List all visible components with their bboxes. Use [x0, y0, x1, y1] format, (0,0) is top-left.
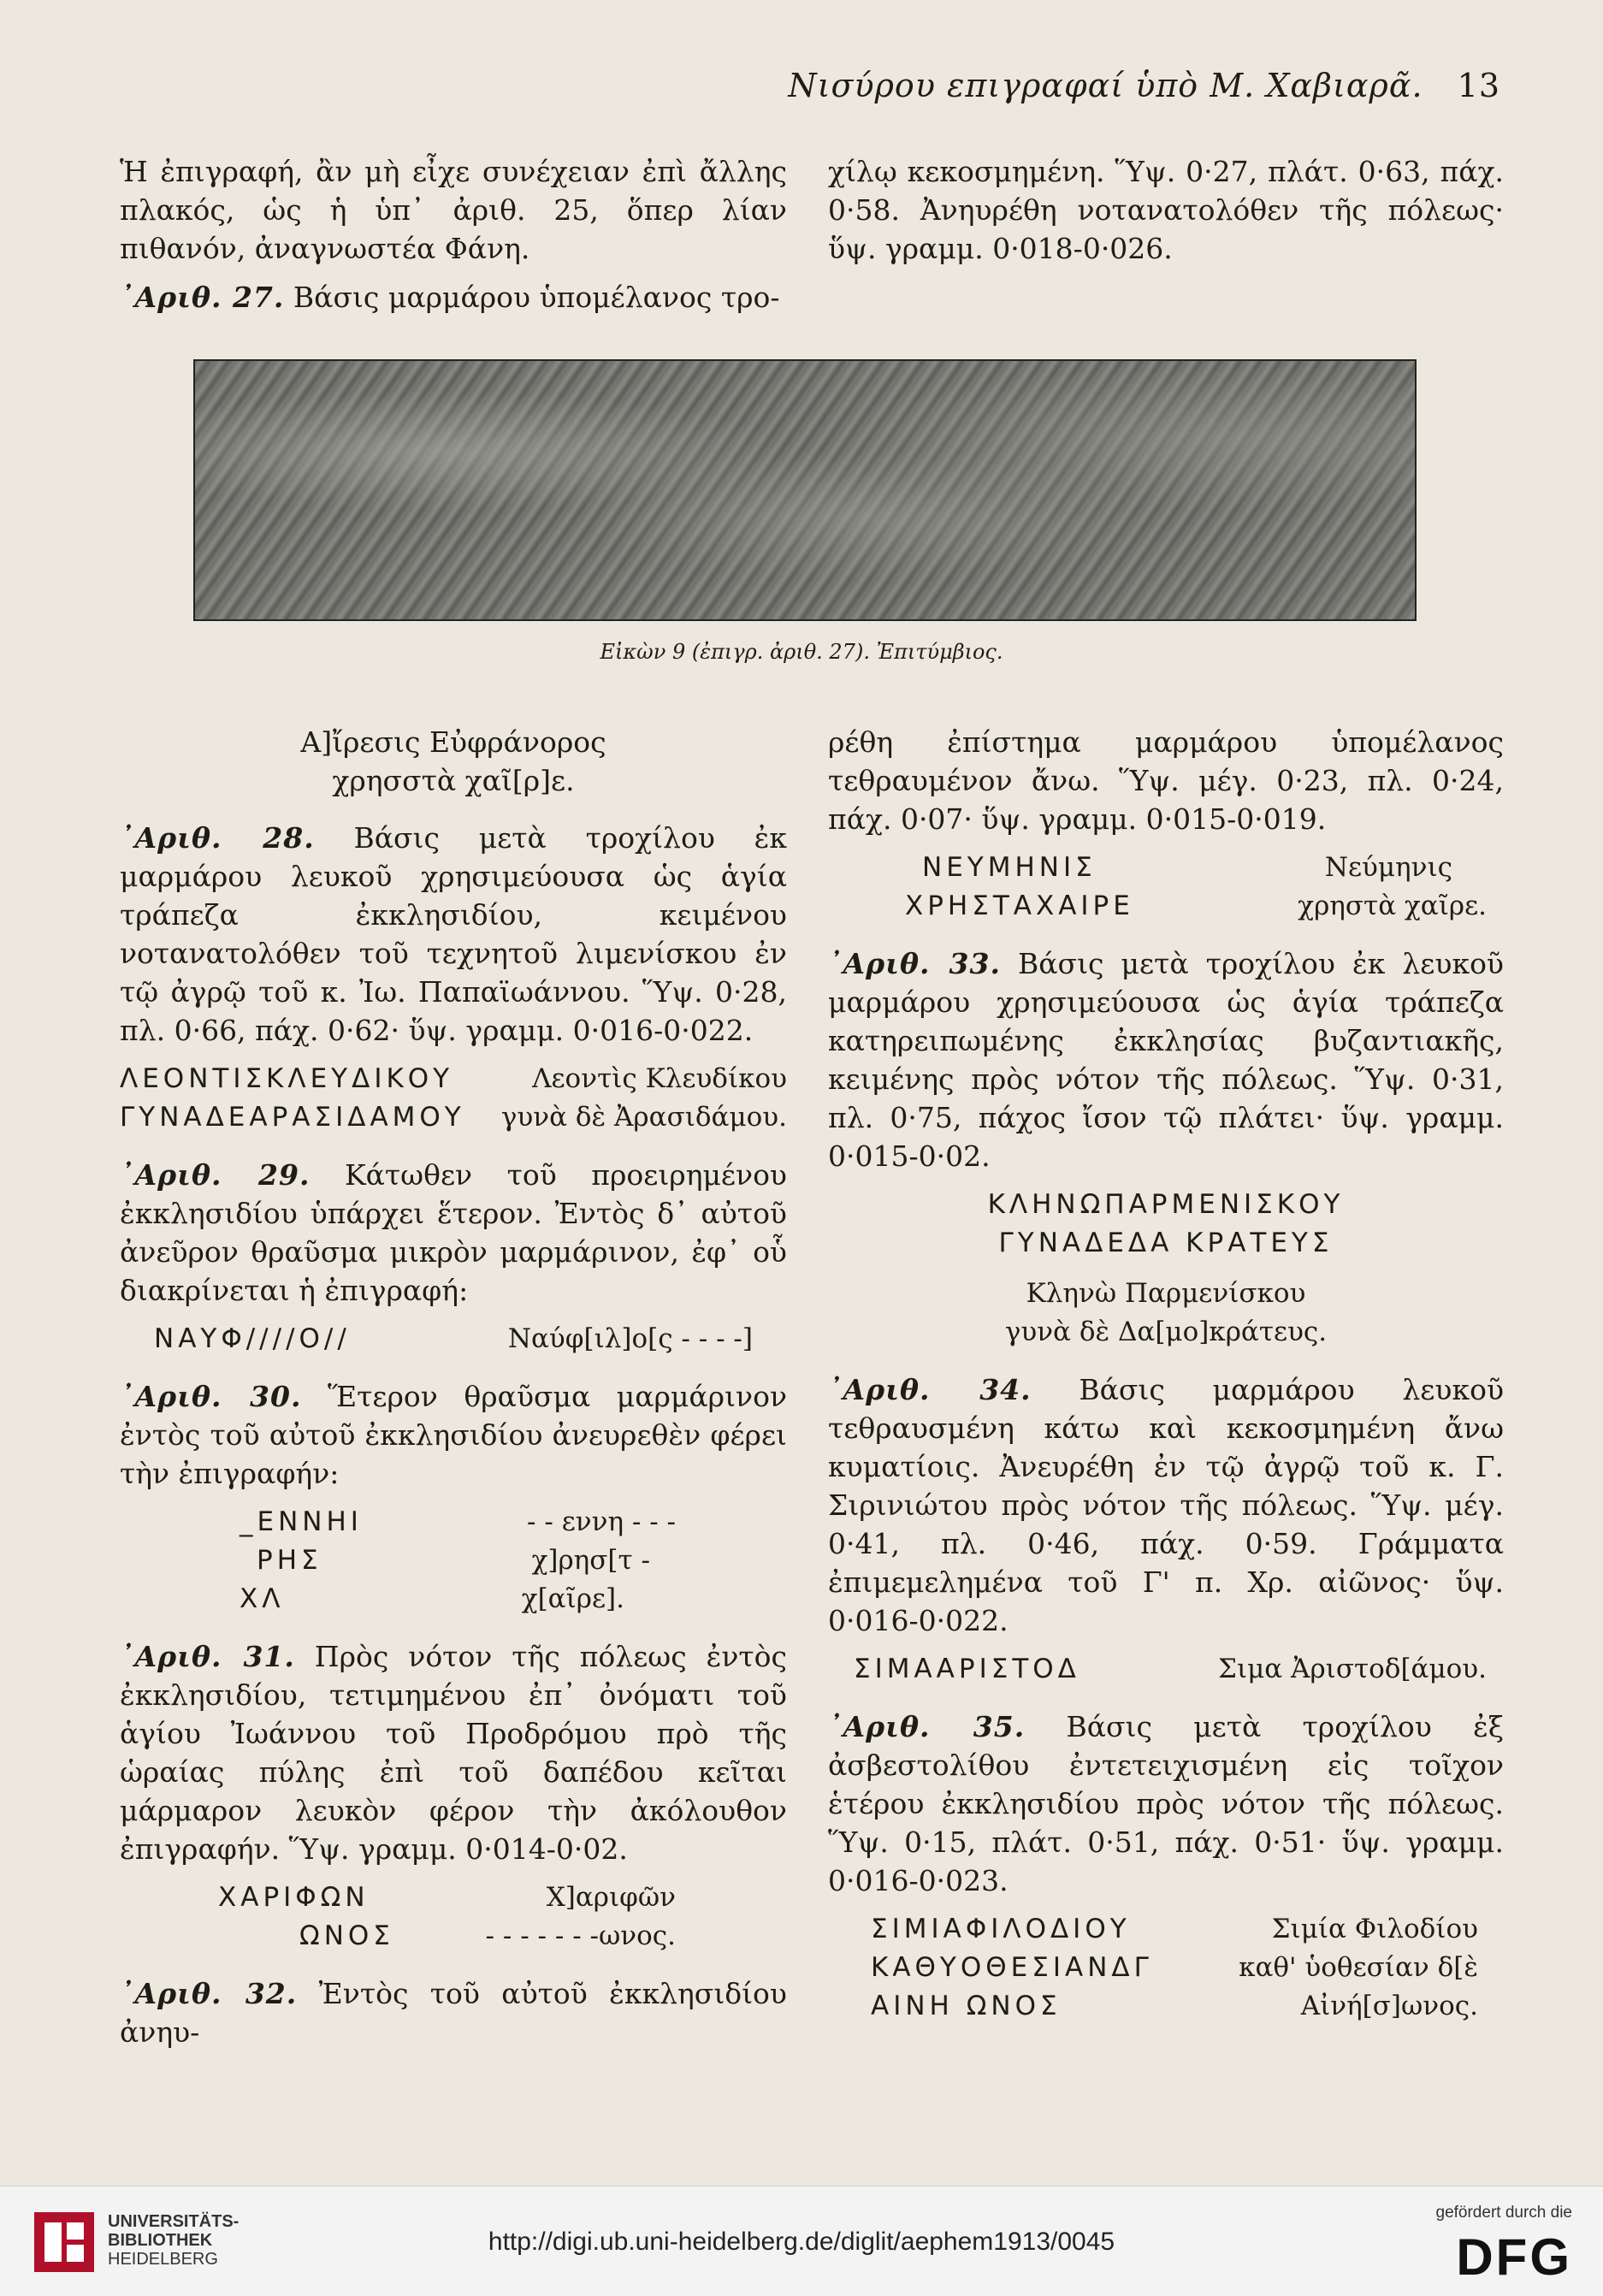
left-column [120, 723, 787, 2062]
greek-text: ΣΙΜΑΑΡΙΣΤΟΔ [854, 1654, 1080, 1684]
running-header [788, 67, 1500, 104]
greek-text: ΚΛΗΝΩΠΑΡΜΕΝΙΣΚΟΥ [987, 1189, 1345, 1220]
right-top-block [828, 152, 1504, 278]
header-title: Νισύρου επιγραφαί ὑπὸ Μ. Χαβιαρᾶ. [788, 67, 1423, 104]
transliteration: - - - - - - -ωνος. [485, 1920, 676, 1951]
greek-text: ΓΥΝΑΔΕΔΑ ΚΡΑΤΕΥΣ [998, 1228, 1334, 1258]
transliteration: Αἰνή[σ]ωνος. [1300, 1991, 1478, 2021]
transliteration: γυνὰ δὲ Δα[μο]κράτευς. [1004, 1317, 1328, 1347]
entry-number: ᾿Αριθ. 29. [120, 1158, 311, 1192]
inscription-line [257, 1542, 650, 1580]
entry-number: ᾿Αριθ. 27. [120, 281, 285, 314]
inscription-line [120, 1098, 787, 1137]
paragraph-31 [120, 1637, 787, 1868]
paragraph-32 [120, 1974, 787, 2051]
greek-text: ΧΛ [240, 1583, 285, 1614]
greek-text: ΧΑΡΙΦΩΝ [218, 1882, 370, 1913]
inscription-line [120, 1060, 787, 1098]
paragraph-text: Ἐντὸς τοῦ αὐτοῦ ἐκκλησιδίου ἀνηυ- [120, 1977, 787, 2049]
transcription-line: χρησστὰ χαῖ[ρ]ε. [332, 764, 575, 797]
entry-number: ᾿Αριθ. 30. [120, 1380, 302, 1413]
inscription-line [218, 1879, 676, 1917]
inscription-photo [193, 359, 1417, 621]
entry-number: ᾿Αριθ. 32. [120, 1977, 298, 2010]
paragraph-28 [120, 819, 787, 1050]
transliteration: Κληνὼ Παρμενίσκου [1026, 1278, 1306, 1309]
greek-text: ΛΕΟΝΤΙΣΚΛΕΥΔΙΚΟΥ [120, 1063, 454, 1094]
page-url[interactable]: http://digi.ub.uni-heidelberg.de/diglit/aephem1913/0045 [488, 2228, 1115, 2256]
left-top-block [120, 152, 787, 327]
inscription-line [240, 1503, 676, 1542]
entry-number: ᾿Αριθ. 35. [828, 1710, 1026, 1743]
right-column [828, 723, 1504, 2026]
transliteration: Ναύφ[ιλ]ο[ς - - - -] [507, 1323, 753, 1354]
transliteration: γυνὰ δὲ Ἀρασιδάμου. [500, 1102, 787, 1133]
transliteration: Σιμία Φιλοδίου [1271, 1914, 1478, 1944]
greek-text: ΝΑΥΦ////Ο// [154, 1323, 351, 1354]
page-number: 13 [1457, 67, 1500, 104]
library-name-line: BIBLIOTHEK [108, 2231, 213, 2250]
transliteration: χ[αῖρε]. [521, 1583, 624, 1614]
greek-text: ΝΕΥΜΗΝΙΣ [922, 852, 1097, 883]
paragraph-text: Κάτωθεν τοῦ προειρημένου ἐκκλησιδίου ὑπάρχει ἕτερον. Ἐντὸς δ᾽ αὐτοῦ ἀνεῦρον θραῦσμα μικρὸν μαρμάρινον, ἐφ᾽ οὗ διακρίνεται ἡ ἐπιγραφή: [120, 1158, 787, 1307]
entry-number: ᾿Αριθ. 31. [120, 1640, 295, 1673]
inscription-line [854, 1650, 1487, 1689]
greek-text: ΧΡΗΣΤΑΧΑΙΡΕ [905, 891, 1134, 921]
transliteration: χ]ρησ[τ - [531, 1545, 650, 1576]
paragraph-35 [828, 1707, 1504, 1900]
transliteration: Νεύμηνις [1324, 852, 1452, 883]
transliteration: καθ' ὑοθεσίαν δ[ὲ [1239, 1952, 1478, 1983]
greek-text: ΑΙΝΗ ΩΝΟΣ [871, 1991, 1062, 2021]
transliteration: Χ]αριφῶν [546, 1882, 676, 1913]
paragraph-32-cont: ρέθη ἐπίστημα μαρμάρου ὑπομέλανος τεθραυμένον ἄνω. Ὕψ. μέγ. 0·23, πλ. 0·24, πάχ. 0·07· ὕψ. γραμμ. 0·015-0·019. [828, 725, 1504, 836]
transcription-line: Α]ἴρεσις Εὐφράνορος [300, 725, 606, 759]
greek-text: ΓΥΝΑΔΕΑΡΑΣΙΔΑΜΟΥ [120, 1102, 465, 1133]
entry-number: ᾿Αριθ. 28. [120, 821, 315, 855]
paragraph-text: Ἕτερον θραῦσμα μαρμάρινον ἐντὸς τοῦ αὐτοῦ ἐκκλησιδίου ἀνευρεθὲν φέρει τὴν ἐπιγραφήν: [120, 1380, 788, 1490]
inscription-line [240, 1580, 624, 1618]
inscription-line [299, 1917, 676, 1956]
paragraph-text: Βάσις μετὰ τροχίλου ἐκ μαρμάρου λευκοῦ χρησιμεύουσα ὡς ἁγία τράπεζα ἐκκλησιδίου, κειμένου νοτανατολόθεν τοῦ τεχνητοῦ λιμενίσκου ἐν τῷ ἀγρῷ τοῦ κ. Ἰω. Παπαϊωάννου. Ὕψ. 0·28, πλ. 0·66, πάχ. 0·62· ὕψ. γραμμ. 0·016-0·022. [120, 821, 787, 1047]
paragraph-27 [120, 278, 787, 317]
transliteration: χρηστὰ χαῖρε. [1298, 891, 1487, 921]
greek-text: ΣΙΜΙΑΦΙΛΟΔΙΟΥ [871, 1914, 1131, 1944]
figure-caption: Εἰκὼν 9 (ἐπιγρ. ἀριθ. 27). Ἐπιτύμβιος. [600, 640, 1003, 664]
transliteration: Σιμα Ἀριστοδ[άμου. [1218, 1654, 1487, 1684]
paragraph-27-cont: χίλῳ κεκοσμημένη. Ὕψ. 0·27, πλάτ. 0·63, πάχ. 0·58. Ἀνηυρέθη νοτανατολόθεν τῆς πόλεως· ὕψ. γραμμ. 0·018-0·026. [828, 155, 1504, 265]
paragraph-29 [120, 1156, 787, 1310]
viewer-footer [0, 2186, 1603, 2296]
greek-text: _ΕΝΝΗΙ [240, 1506, 363, 1537]
paragraph-text: Πρὸς νότον τῆς πόλεως ἐντὸς ἐκκλησιδίου, τετιμημένου ἐπ᾽ ὀνόματι τοῦ ἁγίου Ἰωάννου τοῦ Προδρόμου πρὸ τῆς ὡραίας πύλης ἐπὶ τοῦ δαπέδου κεῖται μάρμαρον λευκὸν φέρον τὴν ἀκόλουθον ἐπιγραφήν. Ὕψ. γραμμ. 0·014-0·02. [120, 1640, 787, 1866]
transliteration: Λεοντὶς Κλευδίκου [532, 1063, 787, 1094]
library-name-line: UNIVERSITÄTS- [108, 2212, 240, 2231]
inscription-line [871, 1949, 1478, 1987]
paragraph-text: Βάσις μετὰ τροχίλου ἐκ λευκοῦ μαρμάρου χρησιμεύουσα ὡς ἁγία τράπεζα κατηρειπωμένης ἐκκλησίας βυζαντιακῆς, κειμένης πρὸς νότον τῆς πόλεως. Ὕψ. 0·31, πλ. 0·75, πάχος ἴσον τῷ πλάτει· ὕψ. γραμμ. 0·015-0·02. [828, 947, 1504, 1173]
paragraph-text: Βάσις μαρμάρου ὑπομέλανος τρο- [293, 281, 780, 314]
paragraph-26-end: Ἡ ἐπιγραφή, ἂν μὴ εἶχε συνέχειαν ἐπὶ ἄλλης πλακός, ὡς ἡ ὑπ᾽ ἀριθ. 25, ὅπερ λίαν πιθανόν, ἀναγνωστέα Φάνη. [120, 155, 787, 265]
inscription-line [871, 1910, 1478, 1949]
greek-text: ΡΗΣ [257, 1545, 322, 1576]
paragraph-text: Βάσις μετὰ τροχίλου ἐξ ἀσβεστολίθου ἐντετειχισμένη εἰς τοῖχον ἑτέρου ἐκκλησιδίου πρὸς νότον τῆς πόλεως. Ὕψ. 0·15, πλάτ. 0·51, πάχ. 0·51· ὕψ. γραμμ. 0·016-0·023. [828, 1710, 1504, 1897]
inscription-line [922, 849, 1452, 887]
paragraph-30 [120, 1377, 787, 1493]
transliteration: - - εννη - - - [527, 1506, 676, 1537]
library-name-line: HEIDELBERG [108, 2250, 218, 2269]
greek-text: ΚΑΘΥΟΘΕΣΙΑΝΔΓ [871, 1952, 1153, 1983]
inscription-line [871, 1987, 1478, 2026]
entry-number: ᾿Αριθ. 34. [828, 1373, 1032, 1406]
entry-number: ᾿Αριθ. 33. [828, 947, 1001, 980]
funding-note: gefördert durch die [1435, 2204, 1572, 2222]
inscription-line [905, 887, 1487, 926]
inscription-line [154, 1320, 753, 1358]
paragraph-text: Βάσις μαρμάρου λευκοῦ τεθραυσμένη κάτω καὶ κεκοσμημένη ἄνω κυματίοις. Ἀνευρέθη ἐν τῷ ἀγρῷ τοῦ κ. Γ. Σιρινιώτου πρὸς νότον τῆς πόλεως. Ὕψ. μέγ. 0·41, πλ. 0·46, πάχ. 0·59. Γράμματα ἐπιμεμελημένα τοῦ Γ' π. Χρ. αἰῶνος· ὕψ. 0·016-0·022. [828, 1373, 1505, 1637]
greek-text: ΩΝΟΣ [299, 1920, 394, 1951]
paragraph-33 [828, 944, 1504, 1175]
paragraph-34 [828, 1370, 1504, 1640]
dfg-logo: DFG [1456, 2228, 1572, 2286]
